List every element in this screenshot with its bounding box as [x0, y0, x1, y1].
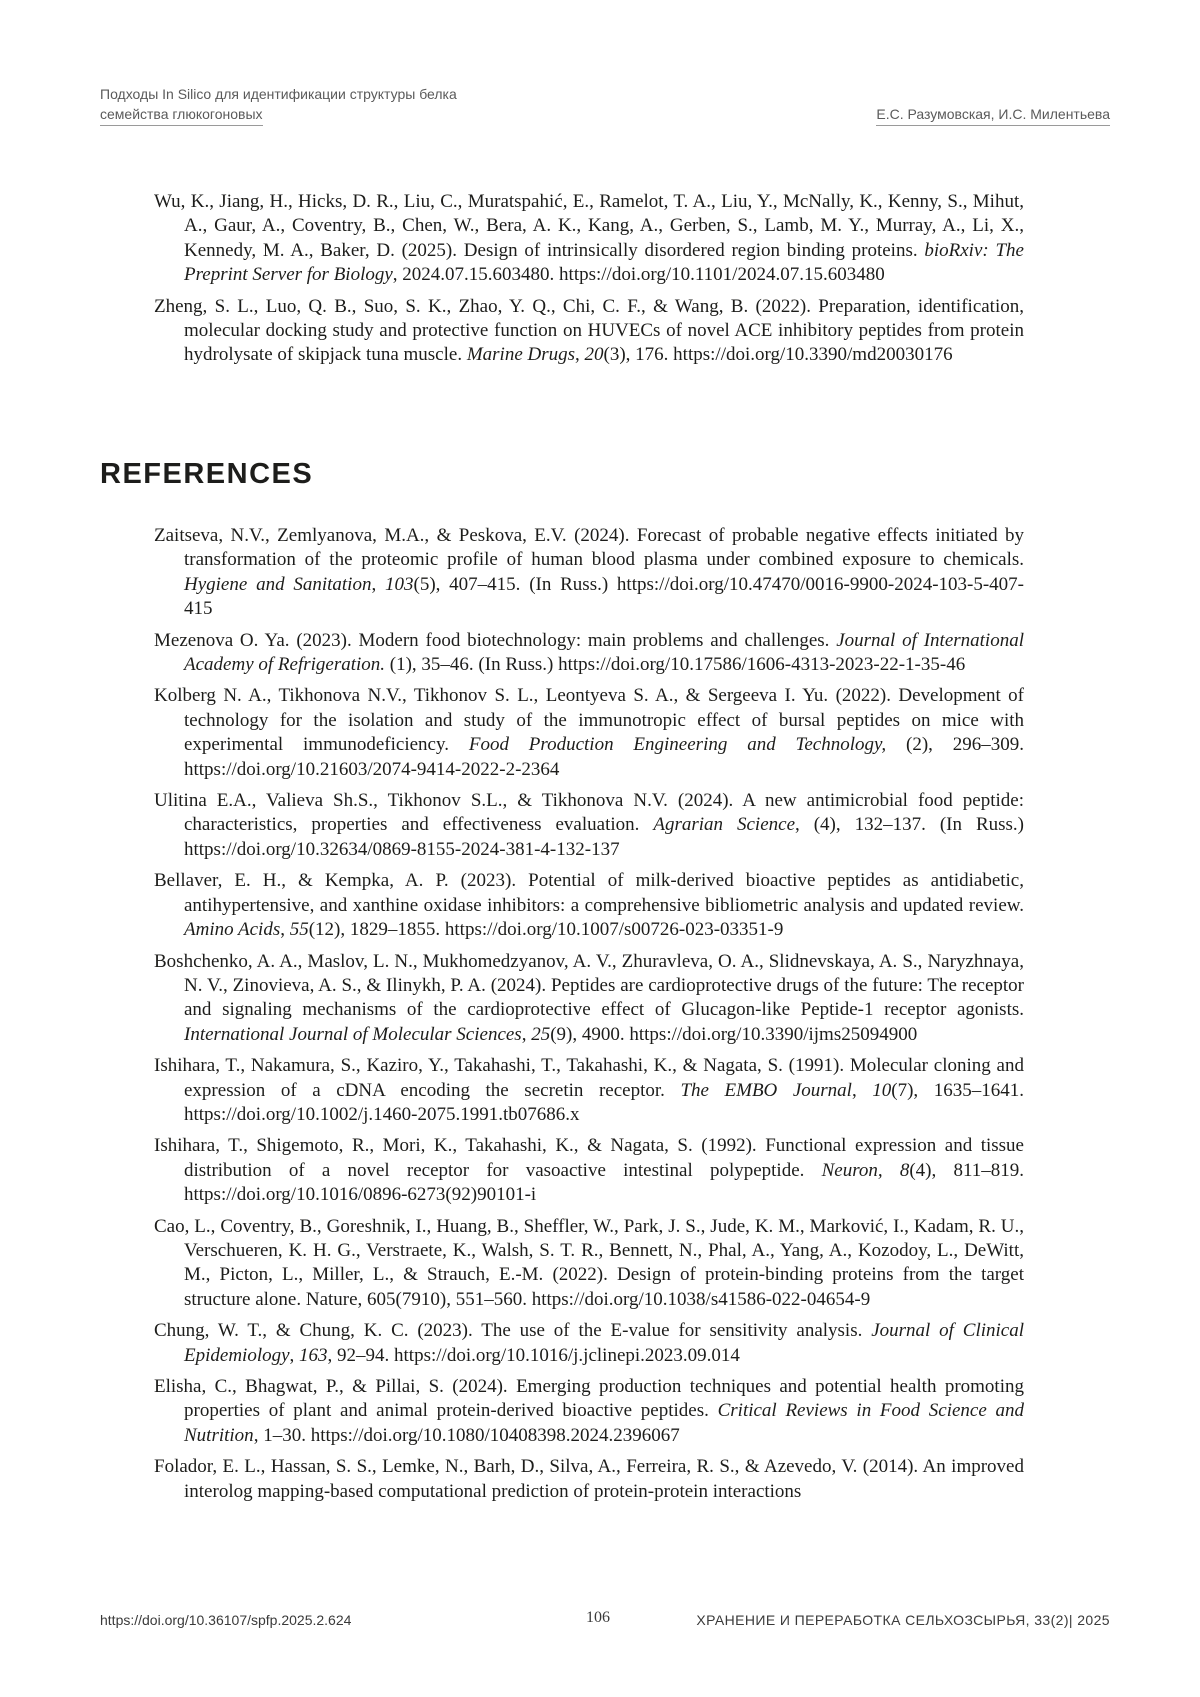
ref-journal: Hygiene and Sanitation [184, 574, 371, 595]
ref-journal: Marine Drugs [467, 344, 575, 365]
ref-text: Boshchenko, A. A., Maslov, L. N., Mukhomedzyanov, A. V., Zhuravleva, O. A., Slidnevskaya, A. S., Naryzhnaya, N. V., Zinovieva, A. S., & Ilinykh, P. A. (2024). Peptides are cardioprotective drugs of the future: The receptor and signaling mechanisms of the cardioprotective effect of Glucagon-like Peptide-1 receptor agonists. [154, 951, 1024, 1021]
ref-text: Kolberg N. A., Tikhonova N.V., Tikhonov S. L., Leontyeva S. A., & Sergeeva I. Yu. (2022). Development of technology for the isolation and study of the immunotropic effect of bursal peptides on mice with experimental immunodeficiency. [154, 685, 1024, 755]
reference-item [154, 684, 1024, 782]
ref-text: (5), 407–415. (In Russ.) https://doi.org/10.47470/0016-9900-2024-103-5-407-415 [184, 574, 1024, 619]
ref-text: (7), 1635–1641. https://doi.org/10.1002/j.1460-2075.1991.tb07686.x [184, 1080, 1024, 1125]
reference-item [154, 190, 1024, 288]
reference-item [154, 1455, 1024, 1504]
ref-volume: 20 [585, 344, 604, 365]
ref-text: , 2024.07.15.603480. https://doi.org/10.1101/2024.07.15.603480 [393, 264, 885, 285]
ref-text: Cao, L., Coventry, B., Goreshnik, I., Huang, B., Sheffler, W., Park, J. S., Jude, K. M., Marković, I., Kadam, R. U., Verschueren, K. H. G., Verstraete, K., Walsh, S. T. R., Bennett, N., Phal, A., Yang, A., Kozodoy, L., DeWitt, M., Picton, L., Miller, L., & Strauch, E.-M. (2022). Design of protein-binding proteins from the target structure alone. Nature, 605(7910), 551–560. https://doi.org/10.1038/s41586-022-04654-9 [154, 1216, 1024, 1310]
ref-text: , 92–94. https://doi.org/10.1016/j.jclinepi.2023.09.014 [328, 1345, 740, 1366]
ref-volume: 10 [872, 1080, 891, 1101]
ref-volume: 103 [385, 574, 414, 595]
ref-text: , (4), 132–137. (In Russ.) https://doi.org/10.32634/0869-8155-2024-381-4-132-137 [184, 814, 1024, 859]
ref-text: (1), 35–46. (In Russ.) https://doi.org/10.17586/1606-4313-2023-22-1-35-46 [385, 654, 965, 675]
ref-text: Zheng, S. L., Luo, Q. B., Suo, S. K., Zhao, Y. Q., Chi, C. F., & Wang, B. (2022). Preparation, identification, molecular docking study and protective function on HUVECs of novel ACE inhibitory peptides from protein hydrolysate of skipjack tuna muscle. [154, 296, 1024, 366]
reference-list [154, 524, 1024, 1511]
ref-text: Folador, E. L., Hassan, S. S., Lemke, N., Barh, D., Silva, A., Ferreira, R. S., & Azevedo, V. (2014). An improved interolog mapping-based computational prediction of protein-protein interactions [154, 1456, 1024, 1501]
ref-text: Bellaver, E. H., & Kempka, A. P. (2023). Potential of milk-derived bioactive peptides as antidiabetic, antihypertensive, and xanthine oxidase inhibitors: a comprehensive bibliometric analysis and updated review. [154, 870, 1024, 915]
ref-volume: 25 [531, 1024, 550, 1045]
reference-item [154, 629, 1024, 678]
ref-journal: Amino Acids [184, 919, 280, 940]
reference-item [154, 1134, 1024, 1207]
ref-journal: Critical Reviews in Food Science and Nutrition [184, 1400, 1024, 1445]
reference-item [154, 1054, 1024, 1127]
ref-volume: 55 [290, 919, 309, 940]
reference-item [154, 295, 1024, 368]
ref-text: Wu, K., Jiang, H., Hicks, D. R., Liu, C., Muratspahić, E., Ramelot, T. A., Liu, Y., McNally, K., Kenny, S., Mihut, A., Gaur, A., Coventry, B., Chen, W., Bera, A. K., Kang, A., Gerben, S., Lamb, M. Y., Murray, A., Li, X., Kennedy, M. A., Baker, D. (2025). Design of intrinsically disordered region binding proteins. [154, 191, 1024, 261]
ref-journal: Neuron, 8 [822, 1160, 910, 1181]
ref-text: , [575, 344, 585, 365]
ref-text: (9), 4900. https://doi.org/10.3390/ijms25094900 [550, 1024, 917, 1045]
ref-text: Mezenova O. Ya. (2023). Modern food biotechnology: main problems and challenges. [154, 630, 836, 651]
ref-volume: 163 [299, 1345, 328, 1366]
running-authors: Е.С. Разумовская, И.С. Милентьева [876, 104, 1110, 126]
ref-text: Elisha, C., Bhagwat, P., & Pillai, S. (2024). Emerging production techniques and potential health promoting properties of plant and animal protein-derived bioactive peptides. [154, 1376, 1024, 1421]
ref-journal: bioRxiv: The Preprint Server for Biology [184, 240, 1024, 285]
reference-item [154, 950, 1024, 1048]
ref-text: Ishihara, T., Shigemoto, R., Mori, K., Takahashi, K., & Nagata, S. (1992). Functional expression and tissue distribution of a novel receptor for vasoactive intestinal polypeptide. [154, 1135, 1024, 1180]
reference-item [154, 1375, 1024, 1448]
section-title: REFERENCES [100, 458, 313, 491]
ref-text: Zaitseva, N.V., Zemlyanova, M.A., & Peskova, E.V. (2024). Forecast of probable negative effects initiated by transformation of the proteomic profile of human blood plasma under combined exposure to chemicals. [154, 525, 1024, 570]
ref-text: , 1–30. https://doi.org/10.1080/10408398.2024.2396067 [254, 1425, 680, 1446]
ref-text: , [280, 919, 290, 940]
footer-doi: https://doi.org/10.36107/spfp.2025.2.624 [100, 1612, 351, 1628]
ref-text: (2), 296–309. https://doi.org/10.21603/2074-9414-2022-2-2364 [184, 734, 1024, 779]
ref-journal: Agrarian Science [653, 814, 795, 835]
ref-journal: Journal of Clinical Epidemiology [184, 1320, 1024, 1365]
ref-journal: International Journal of Molecular Sciences [184, 1024, 522, 1045]
reference-item [154, 524, 1024, 622]
running-title [100, 84, 580, 126]
reference-item [154, 1215, 1024, 1313]
ref-text: (4), 811–819. https://doi.org/10.1016/0896-6273(92)90101-i [184, 1160, 1024, 1205]
ref-text: Ulitina E.A., Valieva Sh.S., Tikhonov S.L., & Tikhonova N.V. (2024). A new antimicrobial food peptide: characteristics, properties and effectiveness evaluation. [154, 790, 1024, 835]
reference-item [154, 789, 1024, 862]
ref-journal: The EMBO Journal [680, 1080, 852, 1101]
running-title-line2: семейства глюкогоновых [100, 104, 263, 126]
reference-item [154, 869, 1024, 942]
ref-text: Chung, W. T., & Chung, K. C. (2023). The use of the E-value for sensitivity analysis. [154, 1320, 871, 1341]
reference-list-continued [154, 190, 1024, 375]
ref-text: , [290, 1345, 300, 1366]
page-number: 106 [586, 1609, 610, 1627]
ref-text: , [522, 1024, 532, 1045]
reference-item [154, 1319, 1024, 1368]
ref-journal: Journal of International Academy of Refrigeration. [184, 630, 1024, 675]
ref-journal: Food Production Engineering and Technology, [469, 734, 886, 755]
ref-text: , [371, 574, 385, 595]
ref-text: Ishihara, T., Nakamura, S., Kaziro, Y., Takahashi, T., Takahashi, K., & Nagata, S. (1991). Molecular cloning and expression of a cDNA encoding the secretin receptor. [154, 1055, 1024, 1100]
ref-text: (12), 1829–1855. https://doi.org/10.1007/s00726-023-03351-9 [309, 919, 784, 940]
ref-text: , [852, 1080, 872, 1101]
ref-text: (3), 176. https://doi.org/10.3390/md20030176 [604, 344, 953, 365]
running-title-line1: Подходы In Silico для идентификации структуры белка [100, 84, 580, 104]
footer-journal: ХРАНЕНИЕ И ПЕРЕРАБОТКА СЕЛЬХОЗСЫРЬЯ, 33(2)| 2025 [696, 1612, 1110, 1628]
